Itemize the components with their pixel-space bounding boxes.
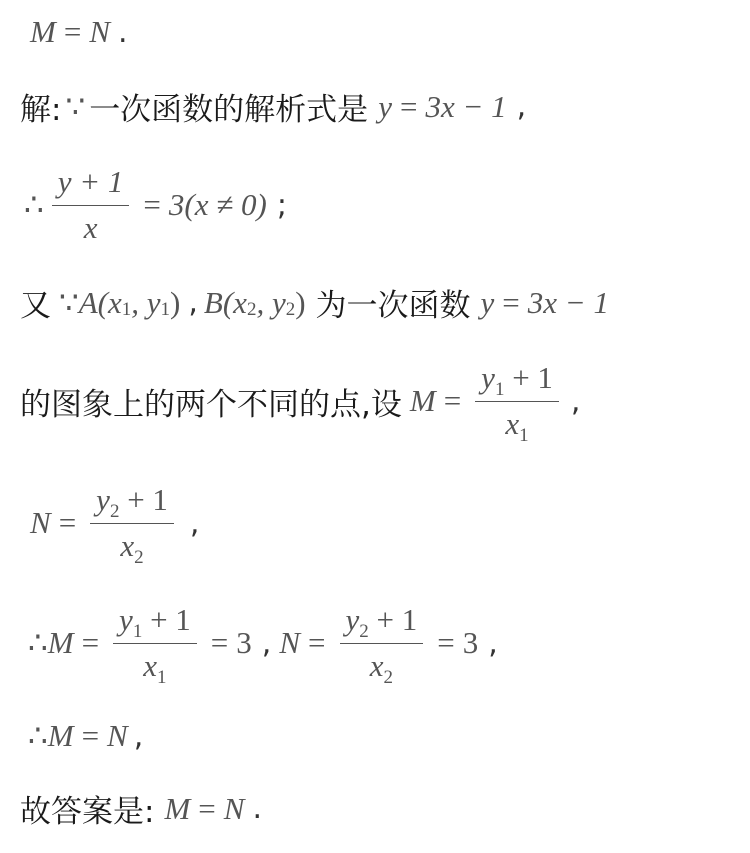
fraction <box>52 166 130 245</box>
equals-sign: = <box>58 505 77 541</box>
point-a-label: A <box>78 284 98 320</box>
num-var: y <box>481 360 495 395</box>
line-evaluate <box>28 602 498 689</box>
equals-sign: = <box>399 88 418 124</box>
fraction-bar <box>52 205 130 207</box>
var-n: N <box>89 14 110 49</box>
line-define-m <box>20 360 581 447</box>
value: 3 <box>236 625 252 661</box>
equals-sign: = <box>81 718 100 753</box>
period: . <box>252 791 262 826</box>
num-sub: 2 <box>109 501 120 522</box>
therefore-symbol: ∴ <box>28 625 48 661</box>
point-a-sub-y: 1 <box>160 298 171 320</box>
fraction-denominator <box>499 406 534 447</box>
point-a-open: (x <box>97 284 122 320</box>
num-var: y <box>119 602 133 637</box>
den-var: x <box>369 648 384 684</box>
var-m: M <box>409 383 436 419</box>
point-b-sub-x: 2 <box>246 298 257 320</box>
num-var: y <box>345 602 360 637</box>
therefore-symbol: ∴ <box>28 718 48 753</box>
because-symbol: ∵ <box>59 284 79 320</box>
because-symbol: ∵ <box>65 88 86 124</box>
comma: , <box>570 383 581 419</box>
var-m: M <box>47 625 74 661</box>
equals-sign: = <box>63 14 82 49</box>
fraction-numerator: y + 1 <box>57 164 124 199</box>
also-label: 又 <box>20 288 51 324</box>
point-b-label: B <box>203 284 223 320</box>
fraction-numerator <box>475 360 559 400</box>
fraction-denominator <box>364 648 399 689</box>
point-b-open: (x <box>222 284 247 320</box>
equals-sign: = <box>143 187 161 223</box>
comma: , <box>188 285 198 320</box>
fraction-denominator <box>114 528 149 569</box>
expression-rhs: 3x − 1 <box>527 284 609 320</box>
fraction-n <box>340 602 424 689</box>
solution-label: 解: <box>20 92 62 128</box>
num-sub: 1 <box>494 379 505 400</box>
comma: , <box>189 505 200 541</box>
fraction-m <box>113 602 197 689</box>
fraction-numerator <box>113 602 197 642</box>
num-rest: + 1 <box>150 602 191 637</box>
var-y: y <box>378 88 392 124</box>
num-rest: + 1 <box>376 602 418 637</box>
num-sub: 1 <box>132 621 143 642</box>
fraction-bar <box>113 643 197 645</box>
equals-sign: = <box>198 790 216 826</box>
den-sub: 2 <box>134 547 144 569</box>
fraction-denominator: x <box>83 210 98 246</box>
num-rest: + 1 <box>127 482 168 517</box>
den-sub: 2 <box>383 667 393 689</box>
point-b-close: ) <box>295 284 306 320</box>
comma: , <box>488 625 498 661</box>
fraction-denominator <box>137 648 172 689</box>
fraction-numerator <box>90 482 174 522</box>
semicolon: ; <box>276 187 287 223</box>
statement-text: 为一次函数 <box>315 288 471 324</box>
equals-sign: = <box>502 284 520 320</box>
fraction-bar <box>340 643 424 645</box>
num-rest: + 1 <box>512 360 553 395</box>
var-m: M <box>164 790 191 826</box>
line-therefore-fraction <box>24 166 287 245</box>
var-m: M <box>30 14 56 49</box>
line-conclusion-top <box>30 14 128 50</box>
den-var: x <box>120 528 135 564</box>
var-n: N <box>30 505 51 541</box>
var-y: y <box>480 284 495 320</box>
num-sub: 2 <box>359 621 369 642</box>
den-var: x <box>143 648 158 684</box>
value: 3 <box>462 625 479 661</box>
equals-sign: = <box>437 625 455 661</box>
line-points-ab <box>20 280 609 325</box>
expression-rhs: 3(x ≠ 0) <box>168 187 267 223</box>
point-b-sub-y: 2 <box>285 298 296 320</box>
comma: , <box>261 625 272 661</box>
line-answer <box>20 786 262 831</box>
den-sub: 1 <box>157 667 167 689</box>
den-sub: 1 <box>519 425 529 447</box>
fraction-m <box>475 360 559 447</box>
den-var: x <box>505 406 520 442</box>
answer-label: 故答案是: <box>20 794 155 830</box>
fraction-bar <box>90 523 174 525</box>
statement-text: 的图象上的两个不同的点,设 <box>20 386 402 423</box>
line-therefore-equal <box>28 718 143 754</box>
equals-sign: = <box>81 625 100 661</box>
var-n: N <box>107 718 128 753</box>
comma: , <box>516 89 527 124</box>
point-a-sub-x: 1 <box>121 298 132 320</box>
var-m: M <box>47 718 74 753</box>
therefore-symbol: ∴ <box>24 187 44 223</box>
fraction-numerator <box>340 602 424 642</box>
point-a-mid: , y <box>131 284 161 320</box>
point-b-mid: , y <box>256 284 286 320</box>
statement-text: 一次函数的解析式是 <box>89 92 369 128</box>
line-define-n <box>30 482 200 569</box>
equals-sign: = <box>308 625 326 661</box>
expression-rhs: 3x − 1 <box>425 88 507 124</box>
point-a-close: ) <box>170 284 181 320</box>
var-n: N <box>223 790 245 826</box>
period: . <box>118 14 128 50</box>
equals-sign: = <box>443 383 462 419</box>
fraction-bar <box>475 401 559 403</box>
var-n: N <box>279 625 301 661</box>
num-var: y <box>96 482 110 517</box>
fraction-n <box>90 482 174 569</box>
comma: , <box>133 718 144 754</box>
equals-sign: = <box>210 625 229 661</box>
line-solution-start <box>20 84 526 129</box>
